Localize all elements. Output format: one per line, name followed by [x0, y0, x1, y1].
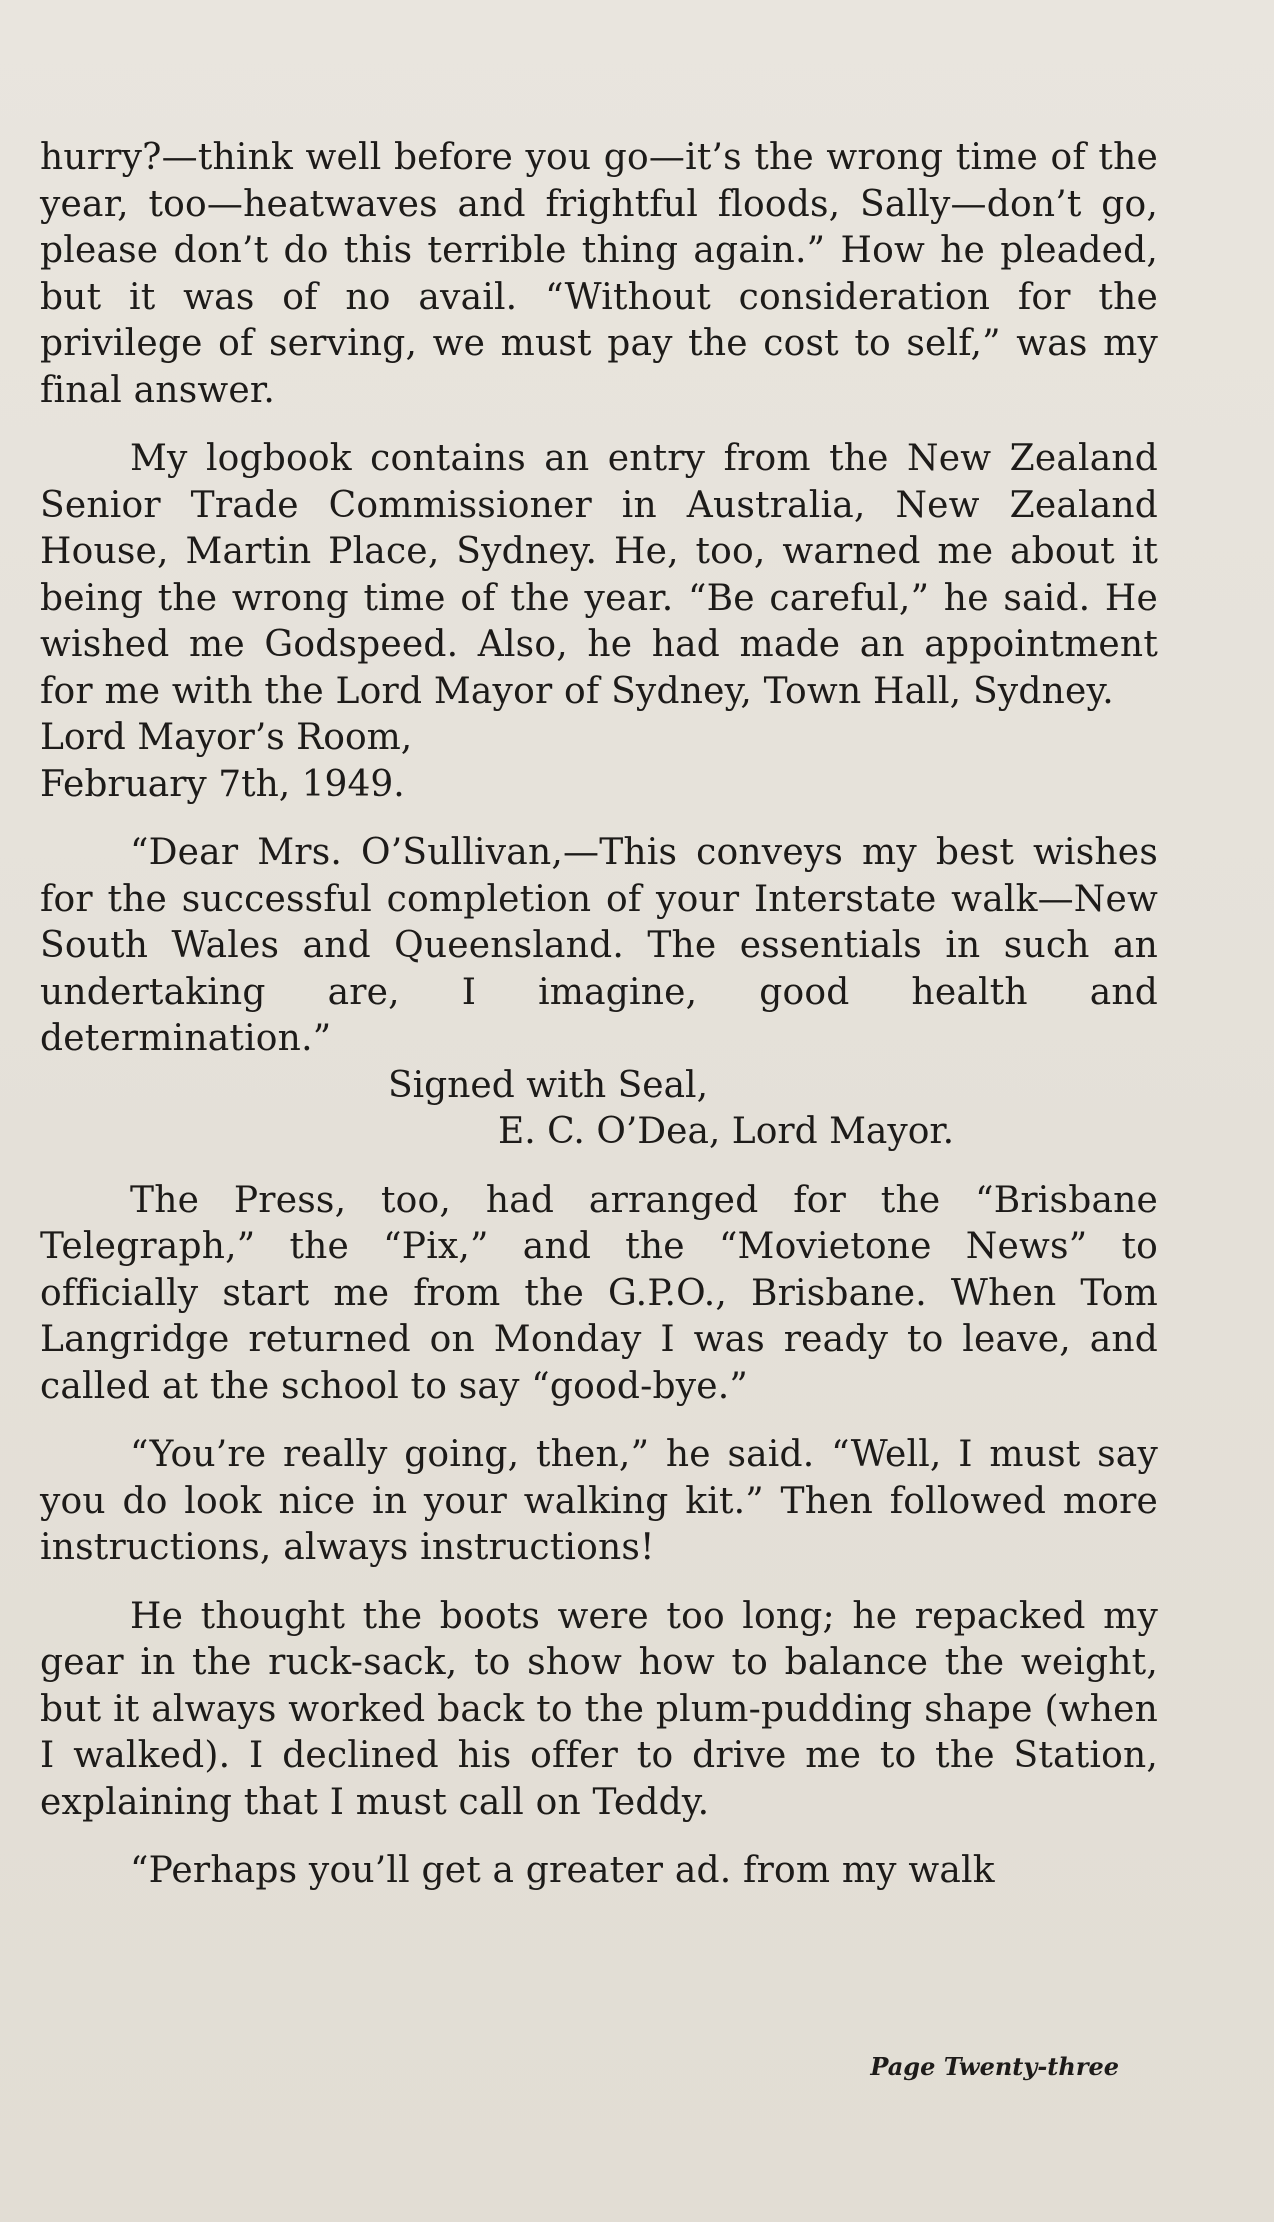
paragraph-1: hurry?—think well before you go—it’s the wrong time of the year, too—heatwaves and frightful floods, Sally—don’t go, please don’t do this terrible thing again.” How he pleaded, but it was of no avail. “Without consideration for the privilege of serving, we must pay the cost to self,” was my final answer.: [40, 137, 1158, 411]
page-number: Page Twenty-three: [870, 2052, 1119, 2081]
paragraph-2: My logbook contains an entry from the New Zealand Senior Trade Commissioner in Australia, New Zealand House, Martin Place, Sydney. He, too, warned me about it being the wrong time of the year. “Be careful,” he said. He wished me Godspeed. Also, he had made an appointment for me with the Lord Mayor of Sydney, Town Hall, Sydney.: [40, 438, 1158, 712]
letter-signatory: E. C. O’Dea, Lord Mayor.: [498, 1111, 955, 1152]
letter-date-line: February 7th, 1949.: [40, 763, 405, 805]
letter-body: “Dear Mrs. O’Sullivan,—This conveys my best wishes for the successful completion of your Interstate walk—New South Wales and Queensland. The essentials in such an undertaking are, I imagine, good health and determination.”: [40, 832, 1158, 1059]
paragraph-6: He thought the boots were too long; he repacked my gear in the ruck-sack, to show how to balance the weight, but it always worked back to the plum-pudding shape (when I walked). I declined his offer to drive me to the Station, explaining that I must call on Teddy.: [40, 1595, 1158, 1823]
paragraph-7: “Perhaps you’ll get a greater ad. from my walk: [130, 1850, 995, 1891]
letter-signed-line: Signed with Seal,: [388, 1064, 709, 1106]
paragraph-5: “You’re really going, then,” he said. “Well, I must say you do look nice in your walking kit.” Then followed more instructions, always instructions!: [40, 1434, 1158, 1568]
letter-address-line-1: Lord Mayor’s Room,: [40, 717, 413, 758]
paragraph-4: The Press, too, had arranged for the “Brisbane Telegraph,” the “Pix,” and the “Movietone News” to officially start me from the G.P.O., Brisbane. When Tom Langridge returned on Monday I was ready to leave, and called at the school to say “good-bye.”: [40, 1179, 1158, 1407]
body-text: [40, 135, 1158, 1895]
